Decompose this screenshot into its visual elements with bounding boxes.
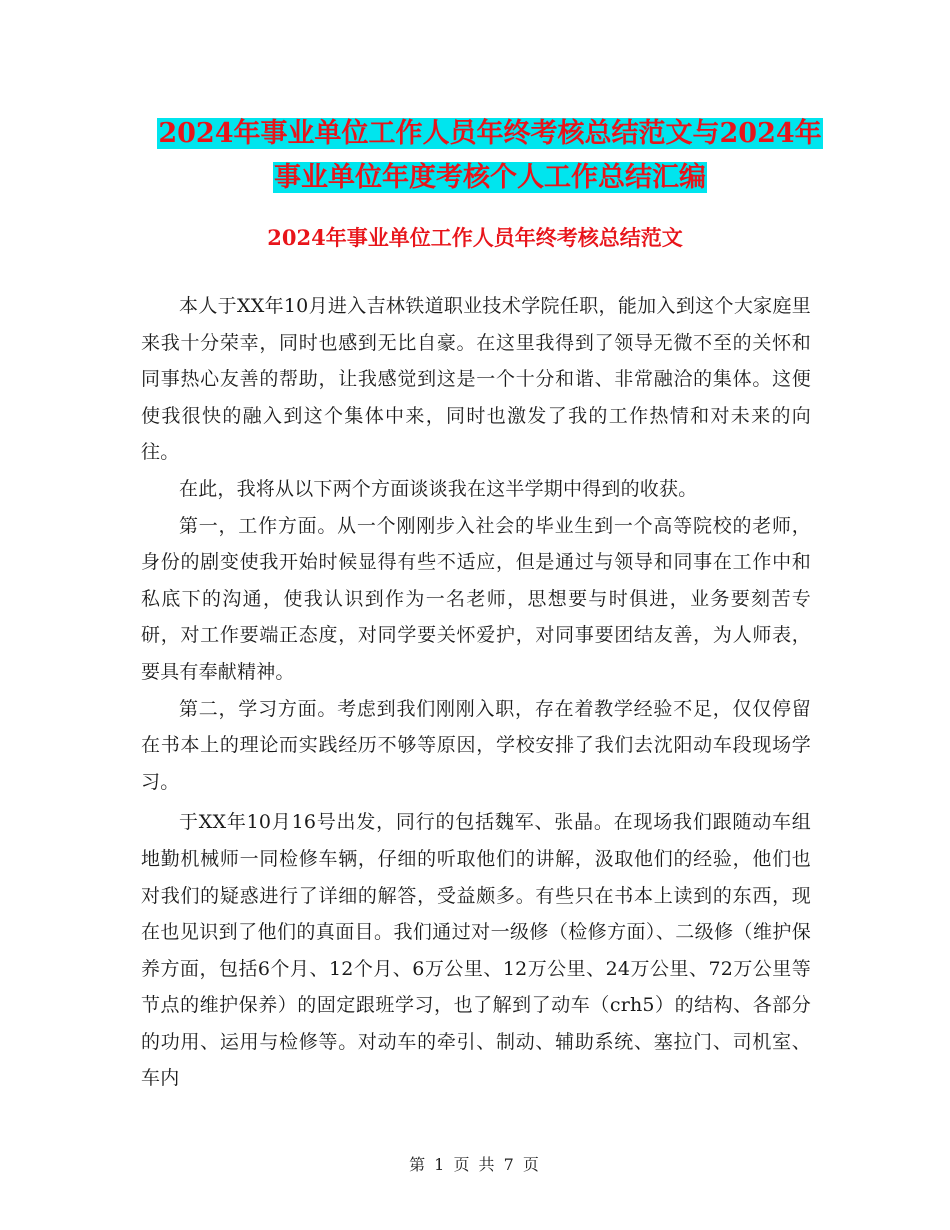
document-title-line-2: 事业单位年度考核个人工作总结汇编	[274, 162, 706, 193]
paragraph-1: 本人于XX年10月进入吉林铁道职业技术学院任职，能加入到这个大家庭里来我十分荣幸，同时也感到无比自豪。在这里我得到了领导无微不至的关怀和同事热心友善的帮助，让我感觉到这是一个十分和谐、非常融洽的集体。这便使我很快的融入到这个集体中来，同时也激发了我的工作热情和对未来的向往。	[141, 295, 811, 464]
paragraph-4: 第二，学习方面。考虑到我们刚刚入职，存在着教学经验不足，仅仅停留在书本上的理论而实践经历不够等原因，学校安排了我们去沈阳动车段现场学习。	[141, 697, 811, 793]
document-title-line-1: 2024年事业单位工作人员年终考核总结范文与2024年	[158, 118, 822, 149]
paragraph-2: 在此，我将从以下两个方面谈谈我在这半学期中得到的收获。	[179, 477, 698, 500]
paragraph-3: 第一，工作方面。从一个刚刚步入社会的毕业生到一个高等院校的老师，身份的剧变使我开始时候显得有些不适应，但是通过与领导和同事在工作中和私底下的沟通，使我认识到作为一名老师，思想要与时俱进，业务要刻苦专研，对工作要端正态度，对同学要关怀爱护，对同事要团结友善，为人师表，要具有奉献精神。	[141, 514, 811, 683]
document-title	[140, 112, 840, 200]
document-body	[141, 288, 811, 1097]
paragraph-5: 于XX年10月16号出发，同行的包括魏军、张晶。在现场我们跟随动车组地勤机械师一同检修车辆，仔细的听取他们的讲解，汲取他们的经验，他们也对我们的疑惑进行了详细的解答，受益颇多。有些只在书本上读到的东西，现在也见识到了他们的真面目。我们通过对一级修（检修方面）、二级修（维护保养方面，包括6个月、12个月、6万公里、12万公里、24万公里、72万公里等节点的维护保养）的固定跟班学习，也了解到了动车（crh5）的结构、各部分的功用、运用与检修等。对动车的牵引、制动、辅助系统、塞拉门、司机室、车内	[141, 811, 811, 1090]
section-title: 2024年事业单位工作人员年终考核总结范文	[267, 225, 683, 250]
page-footer: 第 1 页 共 7 页	[409, 1155, 541, 1174]
